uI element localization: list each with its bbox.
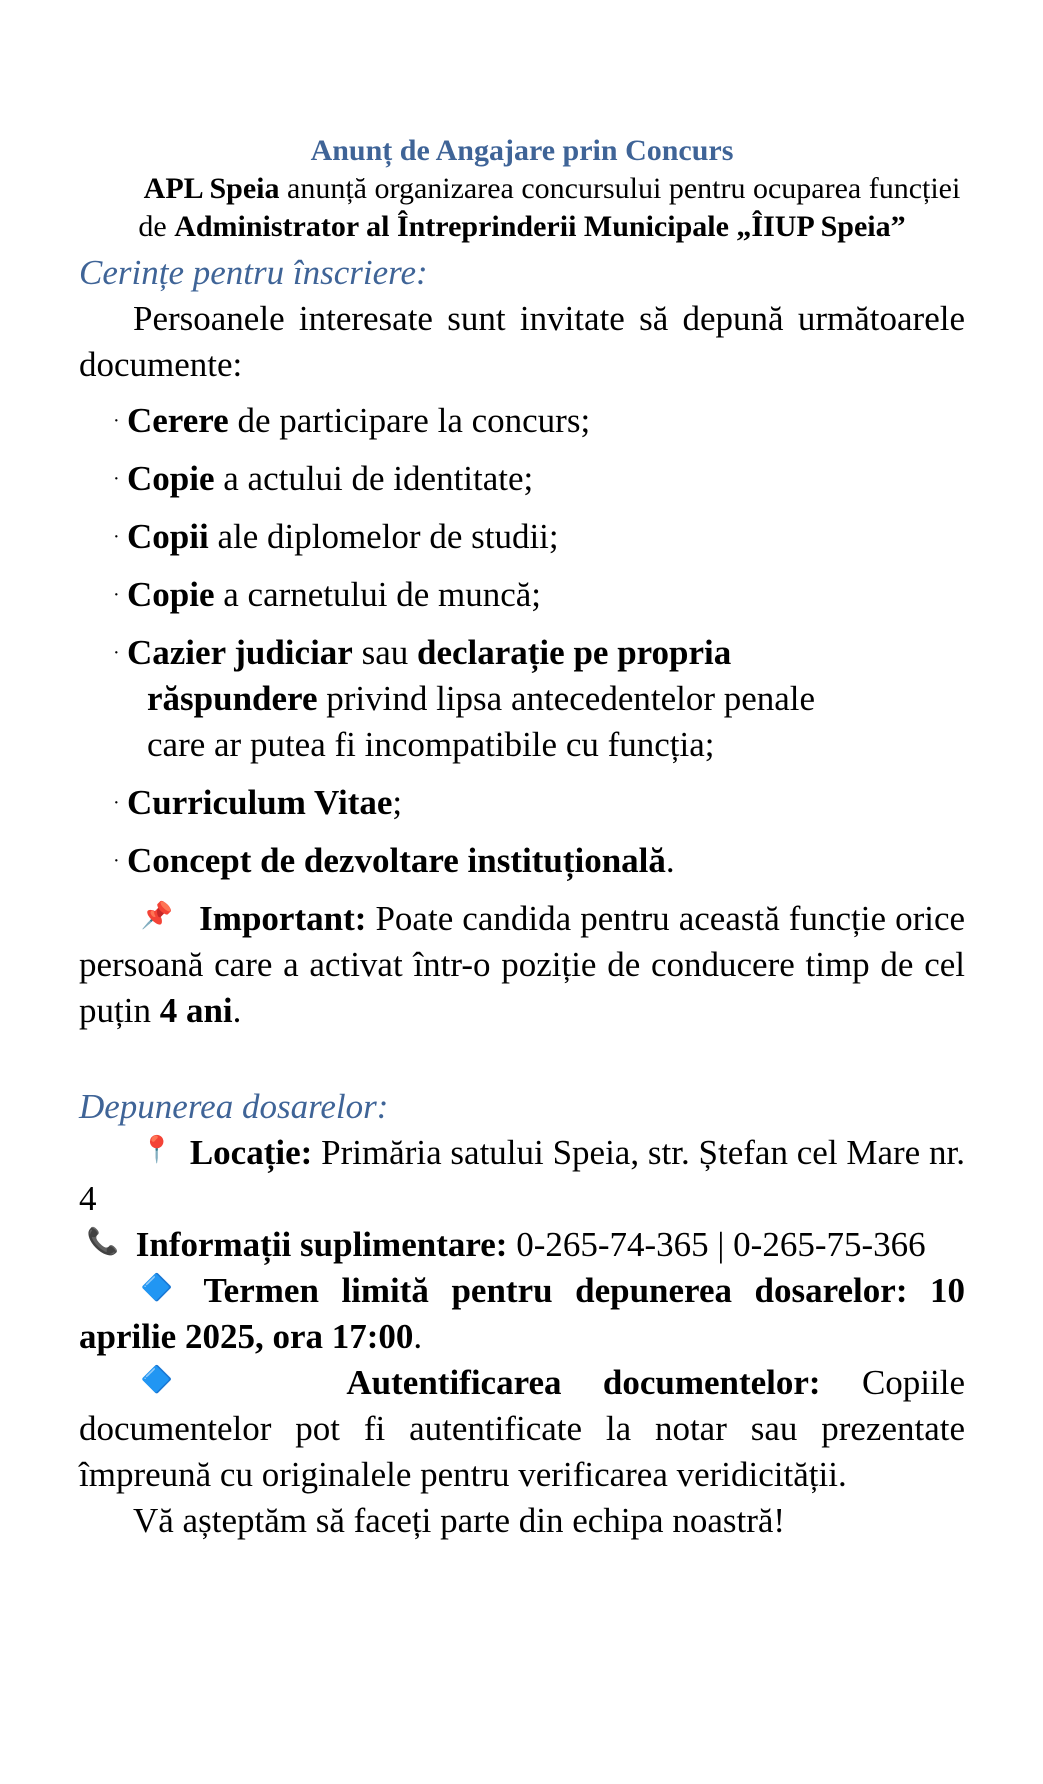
item-body <box>127 838 965 884</box>
location-label: Locație: <box>189 1133 313 1172</box>
location-value: Primăria satului Speia, str. Ștefan cel Mare nr. 4 <box>79 1133 966 1218</box>
bullet-icon: · <box>113 468 120 490</box>
item-text: ale diplomelor de studii; <box>208 517 559 556</box>
item-bold: Cazier judiciar <box>127 633 353 672</box>
item-text: sau <box>352 633 417 672</box>
blue-diamond-icon: 🔷 <box>140 1365 174 1395</box>
pushpin-icon: 📌 <box>140 901 174 931</box>
submission-heading: Depunerea dosarelor: <box>79 1087 389 1126</box>
item-body <box>127 780 965 826</box>
item-bold: Copie <box>127 575 215 614</box>
position-name: Administrator al Întreprinderii Municipale „ÎIUP Speia” <box>174 210 906 243</box>
deadline-end: . <box>413 1317 423 1356</box>
page-title: Anunț de Angajare prin Concurs <box>310 134 734 167</box>
important-end: . <box>232 991 242 1030</box>
info-line <box>79 1222 965 1268</box>
bullet-icon: · <box>113 792 120 814</box>
list-item <box>79 838 965 884</box>
deadline-label: Termen limită pentru depunerea dosarelor: <box>203 1271 908 1310</box>
auth-text: Copiile documentelor pot fi autentificate la notar sau prezentate împreună cu originalele pentru verificarea veridicității. <box>79 1363 965 1494</box>
announcement <box>79 0 965 1544</box>
item-body <box>127 572 965 618</box>
location-pin-icon: 📍 <box>140 1135 174 1165</box>
list-item <box>79 514 965 560</box>
closing-line: Vă așteptăm să faceți parte din echipa noastră! <box>133 1501 786 1540</box>
phone-numbers[interactable]: 0-265-74-365 | 0-265-75-366 <box>507 1225 926 1264</box>
item-text: de participare la concurs; <box>228 401 591 440</box>
info-label: Informații suplimentare: <box>135 1225 508 1264</box>
important-label: Important: <box>199 899 367 938</box>
item-text: a actului de identitate; <box>214 459 534 498</box>
documents-list <box>79 398 965 884</box>
list-item <box>79 780 965 826</box>
item-bold: declarație pe propria răspundere <box>147 633 732 718</box>
bullet-icon: · <box>113 526 120 548</box>
item-text: ; <box>392 783 403 822</box>
intro-paragraph <box>79 170 965 246</box>
item-bold: Curriculum Vitae <box>127 783 393 822</box>
org-name: APL Speia <box>143 172 280 205</box>
item-body <box>127 514 965 560</box>
phone-icon: 📞 <box>86 1227 120 1257</box>
requirements-heading: Cerințe pentru înscriere: <box>79 253 428 292</box>
item-bold: Concept de dezvoltare instituțională <box>127 841 666 880</box>
item-text: a carnetului de muncă; <box>214 575 542 614</box>
item-bold: Cerere <box>127 401 229 440</box>
bullet-icon: · <box>113 584 120 606</box>
item-bold: Copii <box>127 517 209 556</box>
important-text: Poate candida pentru această funcție orice persoană care a activat într-o poziție de conducere timp de cel puțin <box>79 899 966 1030</box>
blue-diamond-icon: 🔷 <box>140 1273 174 1303</box>
deadline-value: 10 aprilie 2025, ora 17:00 <box>79 1271 966 1356</box>
item-body <box>127 630 835 768</box>
bullet-icon: · <box>113 642 120 664</box>
requirements-lead: Persoanele interesate sunt invitate să depună următoarele documente: <box>79 299 965 384</box>
bullet-icon: · <box>113 410 120 432</box>
intro-text: anunță organizarea concursului pentru ocuparea funcției de <box>138 172 961 243</box>
bullet-icon: · <box>113 850 120 872</box>
years-value: 4 ani <box>159 991 233 1030</box>
list-item <box>79 456 965 502</box>
item-body <box>127 456 965 502</box>
list-item <box>79 398 965 444</box>
auth-line <box>79 1360 965 1498</box>
item-body <box>127 398 965 444</box>
list-item <box>79 630 965 768</box>
item-text: . <box>665 841 675 880</box>
auth-label: Autentificarea documentelor: <box>346 1363 821 1402</box>
location-line <box>79 1130 965 1222</box>
important-note <box>79 896 965 1034</box>
item-text: privind lipsa antecedentelor penale care ar putea fi incompatibile cu funcția; <box>147 679 816 764</box>
list-item <box>79 572 965 618</box>
deadline-line <box>79 1268 965 1360</box>
item-bold: Copie <box>127 459 215 498</box>
